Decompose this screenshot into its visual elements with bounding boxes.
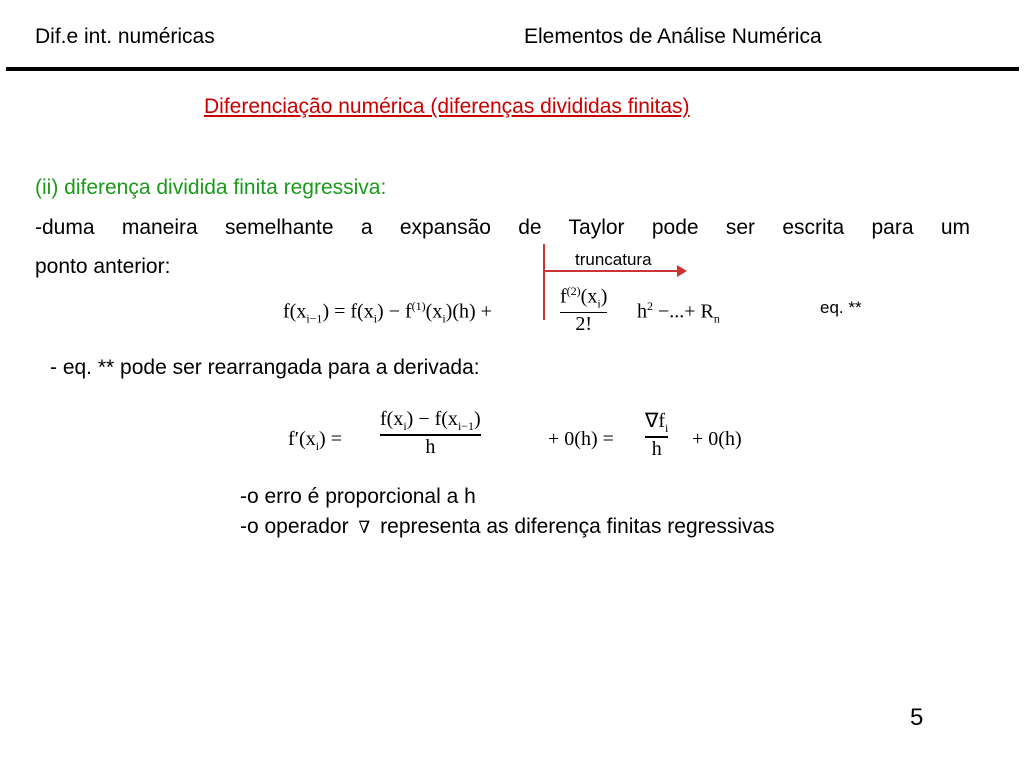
truncation-marker-vertical [543,244,545,320]
intro-line-1: -duma maneira semelhante a expansão de Taylor pode ser escrita para um [35,216,970,239]
bullet-operator [240,515,775,539]
slide-title: Diferenciação numérica (diferenças divididas finitas) [204,95,690,118]
backward-difference-fraction: $f(x_i) - f(x_{i-1})$ h [380,408,481,458]
nabla-fraction: $\nabla f_i$ h [645,410,669,460]
taylor-expansion-right: $h^2$ −...+ $R_n$ [637,299,720,326]
truncation-arrow [543,270,685,272]
truncation-label: truncatura [575,250,652,269]
page-number: 5 [910,704,924,731]
nabla-icon: ∇ [358,518,371,538]
derivative-lhs: $f'(x_i)$ = [288,428,342,453]
header-left: Dif.e int. numéricas [35,25,215,48]
bullet-operator-prefix: -o operador [240,515,349,538]
equation-label: eq. ** [820,298,862,317]
header-right: Elementos de Análise Numérica [524,25,822,48]
section-heading: (ii) diferença dividida finita regressiva: [35,176,387,199]
taylor-second-order-fraction: $f^{(2)}(x_i)$ 2! [560,284,608,336]
error-term-1: + 0(h) = [548,428,614,450]
bullet-error: -o erro é proporcional a h [240,485,476,508]
bullet-operator-suffix: representa as diferença finitas regressivas [380,515,775,538]
intro-line-2: ponto anterior: [35,255,171,278]
taylor-expansion-left: $f(x_{i-1}) = f(x_i) - f^{(1)}(x_i)(h)$ + [283,299,492,326]
rearrange-text: - eq. ** pode ser rearrangada para a derivada: [50,356,480,379]
error-term-2: + 0(h) [692,428,742,450]
header-rule [6,67,1019,71]
